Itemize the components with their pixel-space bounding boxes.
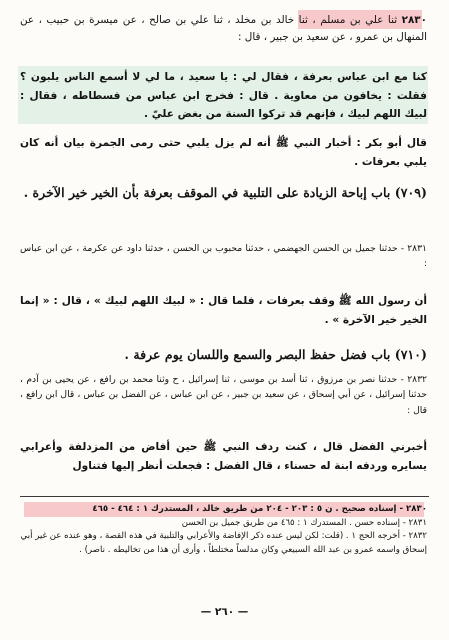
- abu-bakr-note: قال أبو بكر : أخبار النبي ﷺ أنه لم يزل يلبي حتى رمى الجمرة بيان أنه كان يلبي بعرفات .: [20, 137, 427, 168]
- hadith-chain: ثنا علي بن مسلم ، ثنا خالد بن مخلد ، ثنا علي بن صالح ، عن ميسرة بن حبيب ، عن المنهال بن عمرو ، عن سعيد بن جبير ، قال :: [20, 14, 427, 43]
- chapter-710-heading: (٧١٠) باب فضل حفظ البصر والسمع واللسان يوم عرفة .: [124, 347, 427, 362]
- hadith-number: ٢٨٣٠: [401, 14, 427, 26]
- hadith-2831-text: أن رسول الله ﷺ وقف بعرفات ، فلما قال : « لبيك اللهم لبيك » ، قال : « إنما الخير خير الآخرة » .: [20, 295, 427, 326]
- footnote-2830: ٢٨٣٠ - إسناده صحيح . ن ٥ : ٢٠٣ - ٢٠٤ من طريق خالد ، المستدرك ١ : ٤٦٤ - ٤٦٥: [92, 504, 427, 514]
- chapter-709-heading: (٧٠٩) باب إباحة الزيادة على التلبية في الموقف بعرفة بأن الخير خير الآخرة .: [23, 185, 427, 200]
- hadith-2830-chain: [20, 12, 427, 45]
- footnotes: [20, 503, 427, 557]
- hadith-2830-text: كنا مع ابن عباس بعرفة ، فقال لي : يا سعيد ، ما لي لا أسمع الناس يلبون ؟ فقلت : يخافون من معاوية . قال : فخرج ابن عباس من فسطاطه ، فقال : لبيك اللهم لبيك ، فإنهم قد تركوا السنة من بغض عليّ .: [20, 71, 427, 121]
- page-number: — ٢٦٠ —: [200, 606, 249, 618]
- hadith-2832-text: أخبرني الفضل قال ، كنت ردف النبي ﷺ حين أفاض من المزدلفة وأعرابي يسايره وردفه ابنة له حسناء ، قال الفضل : فجعلت أنظر إليها فتناول: [20, 441, 427, 472]
- footnote-2831: ٢٨٣١ - إسناده حسن . المستدرك ١ : ٤٦٥ من طريق جميل بن الحسن: [181, 517, 427, 528]
- hadith-2831-chain: ٢٨٣١ - حدثنا جميل بن الحسن الجهضمي ، حدثنا محبوب بن الحسن ، حدثنا داود عن عكرمة ، عن ابن عباس :: [20, 243, 427, 270]
- footnote-2832: ٢٨٣٢ - أخرجه الحج ١ . (قلت: لكن ليس عنده ذكر الإفاضة والأعرابي والتلبية في هذه القصة ، وهو عنده عن غير أبي إسحاق واسمه عمرو بن عبد الله السبيعي وكان مدلساً مختلطاً ، وأرى أن هذا من تخاليطه . ناصر) .: [20, 531, 427, 555]
- footnote-separator: [20, 496, 429, 497]
- hadith-2832-chain: ٢٨٣٢ - حدثنا نصر بن مرزوق ، ثنا أسد بن موسى ، ثنا إسرائيل ، ح وثنا محمد بن رافع ، عن يحيى بن آدم ، حدثنا إسرائيل ، عن أبي إسحاق ، عن سعيد بن جبير ، عن ابن عباس ، عن الفضل بن عباس ، قال ابن رافع ، قال :: [20, 374, 427, 416]
